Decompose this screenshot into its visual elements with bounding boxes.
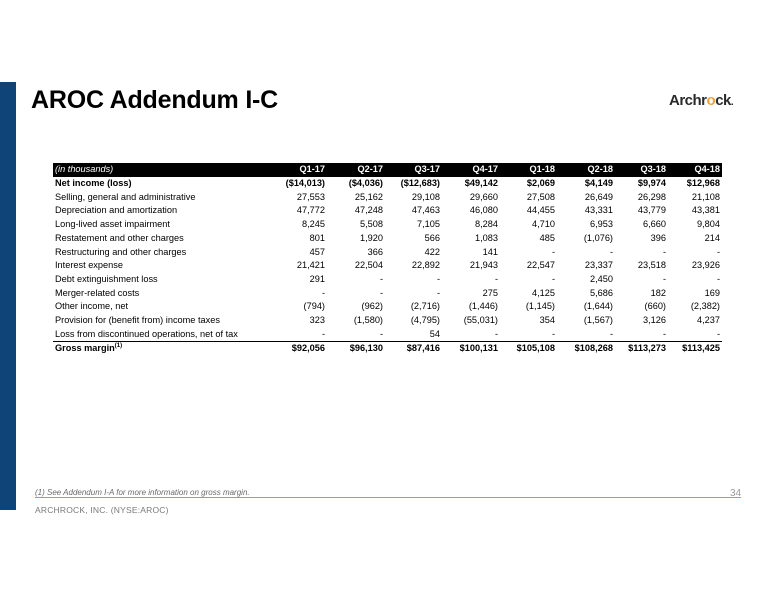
row-value: (1,644) <box>583 301 613 312</box>
logo-dot: . <box>730 97 734 108</box>
row-value: - <box>662 246 666 257</box>
row-value: 291 <box>309 273 325 284</box>
table-row <box>53 191 722 205</box>
row-value: 43,331 <box>584 205 613 216</box>
row-value: 43,381 <box>691 205 720 216</box>
row-value: 366 <box>367 246 383 257</box>
row-value: - <box>551 328 555 339</box>
row-value: 141 <box>482 246 498 257</box>
row-value: 566 <box>424 232 440 243</box>
row-value: 22,504 <box>354 260 383 271</box>
footer-divider <box>35 497 741 498</box>
row-value: 214 <box>704 232 720 243</box>
table-row <box>53 232 722 246</box>
row-value: 47,772 <box>296 205 325 216</box>
row-value: 457 <box>309 246 325 257</box>
row-value: 29,660 <box>469 191 498 202</box>
row-value: 422 <box>424 246 440 257</box>
row-value: - <box>716 246 720 257</box>
row-value: 8,245 <box>302 219 325 230</box>
table-row <box>53 177 722 191</box>
row-value: - <box>662 273 666 284</box>
row-value: 21,108 <box>691 191 720 202</box>
row-value: $12,968 <box>686 178 720 188</box>
row-value: 3,126 <box>643 315 666 326</box>
row-value: 1,920 <box>360 232 383 243</box>
total-value: $92,056 <box>257 342 327 356</box>
row-value: - <box>494 328 498 339</box>
row-value: ($4,036) <box>348 178 383 188</box>
row-value: 26,298 <box>637 191 666 202</box>
row-value: 182 <box>650 287 666 298</box>
table-row <box>53 259 722 273</box>
header-q1-18: Q1-18 <box>500 163 557 177</box>
row-value: - <box>551 273 555 284</box>
footnote: (1) See Addendum I-A for more information on gross margin. <box>35 488 250 497</box>
row-value: (1,580) <box>353 315 383 326</box>
header-q1-17: Q1-17 <box>257 163 327 177</box>
table-header-row <box>53 163 722 177</box>
header-q3-18: Q3-18 <box>615 163 668 177</box>
row-value: (794) <box>303 301 325 312</box>
row-value: $9,974 <box>637 178 666 188</box>
row-value: 8,284 <box>475 219 498 230</box>
row-value: 43,779 <box>637 205 666 216</box>
row-value: 27,553 <box>296 191 325 202</box>
table-row <box>53 314 722 328</box>
row-value: (2,716) <box>410 301 440 312</box>
logo-text-end: ck <box>715 92 731 109</box>
archrock-logo <box>669 92 733 109</box>
header-q4-17: Q4-17 <box>442 163 500 177</box>
row-label: Debt extinguishment loss <box>55 273 158 284</box>
company-name: ARCHROCK, INC. (NYSE:AROC) <box>35 505 169 515</box>
row-value: (1,145) <box>525 301 555 312</box>
row-value: 25,162 <box>354 191 383 202</box>
row-value: $49,142 <box>464 178 498 188</box>
row-value: 23,337 <box>584 260 613 271</box>
row-value: 1,083 <box>475 232 498 243</box>
header-q2-17: Q2-17 <box>327 163 385 177</box>
row-label: Other income, net <box>55 301 129 312</box>
row-value: 22,547 <box>526 260 555 271</box>
row-label: Depreciation and amortization <box>55 205 178 216</box>
row-value: - <box>321 287 325 298</box>
slide-title: AROC Addendum I-C <box>31 86 279 114</box>
row-value: 323 <box>309 315 325 326</box>
row-value: - <box>609 246 613 257</box>
row-value: - <box>379 273 383 284</box>
table-row <box>53 204 722 218</box>
table-row <box>53 273 722 287</box>
total-value: $105,108 <box>500 342 557 356</box>
row-value: 801 <box>309 232 325 243</box>
table-row <box>53 300 722 314</box>
table-row <box>53 218 722 232</box>
row-label: Provision for (benefit from) income taxes <box>55 315 220 326</box>
row-value: 47,248 <box>354 205 383 216</box>
row-value: - <box>436 287 440 298</box>
row-value: - <box>551 246 555 257</box>
row-value: 6,660 <box>643 219 666 230</box>
row-value: 23,518 <box>637 260 666 271</box>
row-value: 2,450 <box>590 273 613 284</box>
row-value: ($12,683) <box>400 178 440 188</box>
row-value: 23,926 <box>691 260 720 271</box>
row-value: - <box>321 328 325 339</box>
row-value: 44,455 <box>526 205 555 216</box>
total-value: $108,268 <box>557 342 615 356</box>
row-value: (962) <box>361 301 383 312</box>
row-value: 485 <box>539 232 555 243</box>
row-value: 47,463 <box>411 205 440 216</box>
row-value: - <box>609 328 613 339</box>
table-row <box>53 246 722 260</box>
header-q4-18: Q4-18 <box>668 163 722 177</box>
row-label: Long-lived asset impairment <box>55 219 170 230</box>
row-value: 4,125 <box>532 287 555 298</box>
row-value: $2,069 <box>526 178 555 188</box>
row-value: - <box>662 328 666 339</box>
row-value: 5,508 <box>360 219 383 230</box>
row-label: Loss from discontinued operations, net of tax <box>55 328 238 339</box>
row-value: - <box>379 328 383 339</box>
row-value: 46,080 <box>469 205 498 216</box>
row-label: Restatement and other charges <box>55 232 184 243</box>
header-units: (in thousands) <box>53 163 257 177</box>
total-value: $100,131 <box>442 342 500 356</box>
row-value: (660) <box>644 301 666 312</box>
row-value: 354 <box>539 315 555 326</box>
row-value: (1,446) <box>468 301 498 312</box>
row-value: (55,031) <box>463 315 498 326</box>
row-value: ($14,013) <box>285 178 325 188</box>
row-label: Merger-related costs <box>55 287 140 298</box>
row-value: $4,149 <box>584 178 613 188</box>
row-value: 54 <box>429 328 440 339</box>
row-value: 26,649 <box>584 191 613 202</box>
table-row <box>53 287 722 301</box>
total-value: $113,425 <box>668 342 722 356</box>
row-value: 21,421 <box>296 260 325 271</box>
row-value: - <box>716 328 720 339</box>
row-value: - <box>436 273 440 284</box>
row-value: 21,943 <box>469 260 498 271</box>
row-label: Selling, general and administrative <box>55 191 196 202</box>
total-row <box>53 342 722 356</box>
row-value: 9,804 <box>697 219 720 230</box>
row-label: Interest expense <box>55 260 123 271</box>
row-value: - <box>494 273 498 284</box>
page-number: 34 <box>730 488 742 499</box>
row-value: (4,795) <box>410 315 440 326</box>
total-label-cell <box>53 342 257 356</box>
row-value: 6,953 <box>590 219 613 230</box>
footnote-marker: (1) <box>114 343 123 350</box>
row-value: (1,076) <box>583 232 613 243</box>
logo-text-accent: o <box>706 92 716 109</box>
row-value: 275 <box>482 287 498 298</box>
row-value: - <box>379 287 383 298</box>
row-label: Net income (loss) <box>55 178 132 188</box>
total-label: Gross margin <box>55 343 115 354</box>
row-value: 27,508 <box>526 191 555 202</box>
row-value: (1,567) <box>583 315 613 326</box>
row-value: 7,105 <box>417 219 440 230</box>
row-value: 396 <box>650 232 666 243</box>
total-value: $96,130 <box>327 342 385 356</box>
row-label: Restructuring and other charges <box>55 246 187 257</box>
gross-margin-reconciliation-table <box>53 163 722 356</box>
row-value: - <box>716 273 720 284</box>
row-value: 29,108 <box>411 191 440 202</box>
header-q2-18: Q2-18 <box>557 163 615 177</box>
row-value: 4,237 <box>697 315 720 326</box>
row-value: 4,710 <box>532 219 555 230</box>
header-q3-17: Q3-17 <box>385 163 442 177</box>
side-accent-bar <box>0 82 16 510</box>
row-value: 22,892 <box>411 260 440 271</box>
row-value: 5,686 <box>590 287 613 298</box>
total-value: $87,416 <box>385 342 442 356</box>
table-row <box>53 328 722 342</box>
row-value: (2,382) <box>690 301 720 312</box>
total-value: $113,273 <box>615 342 668 356</box>
row-value: 169 <box>704 287 720 298</box>
logo-text-main: Archr <box>669 92 707 109</box>
